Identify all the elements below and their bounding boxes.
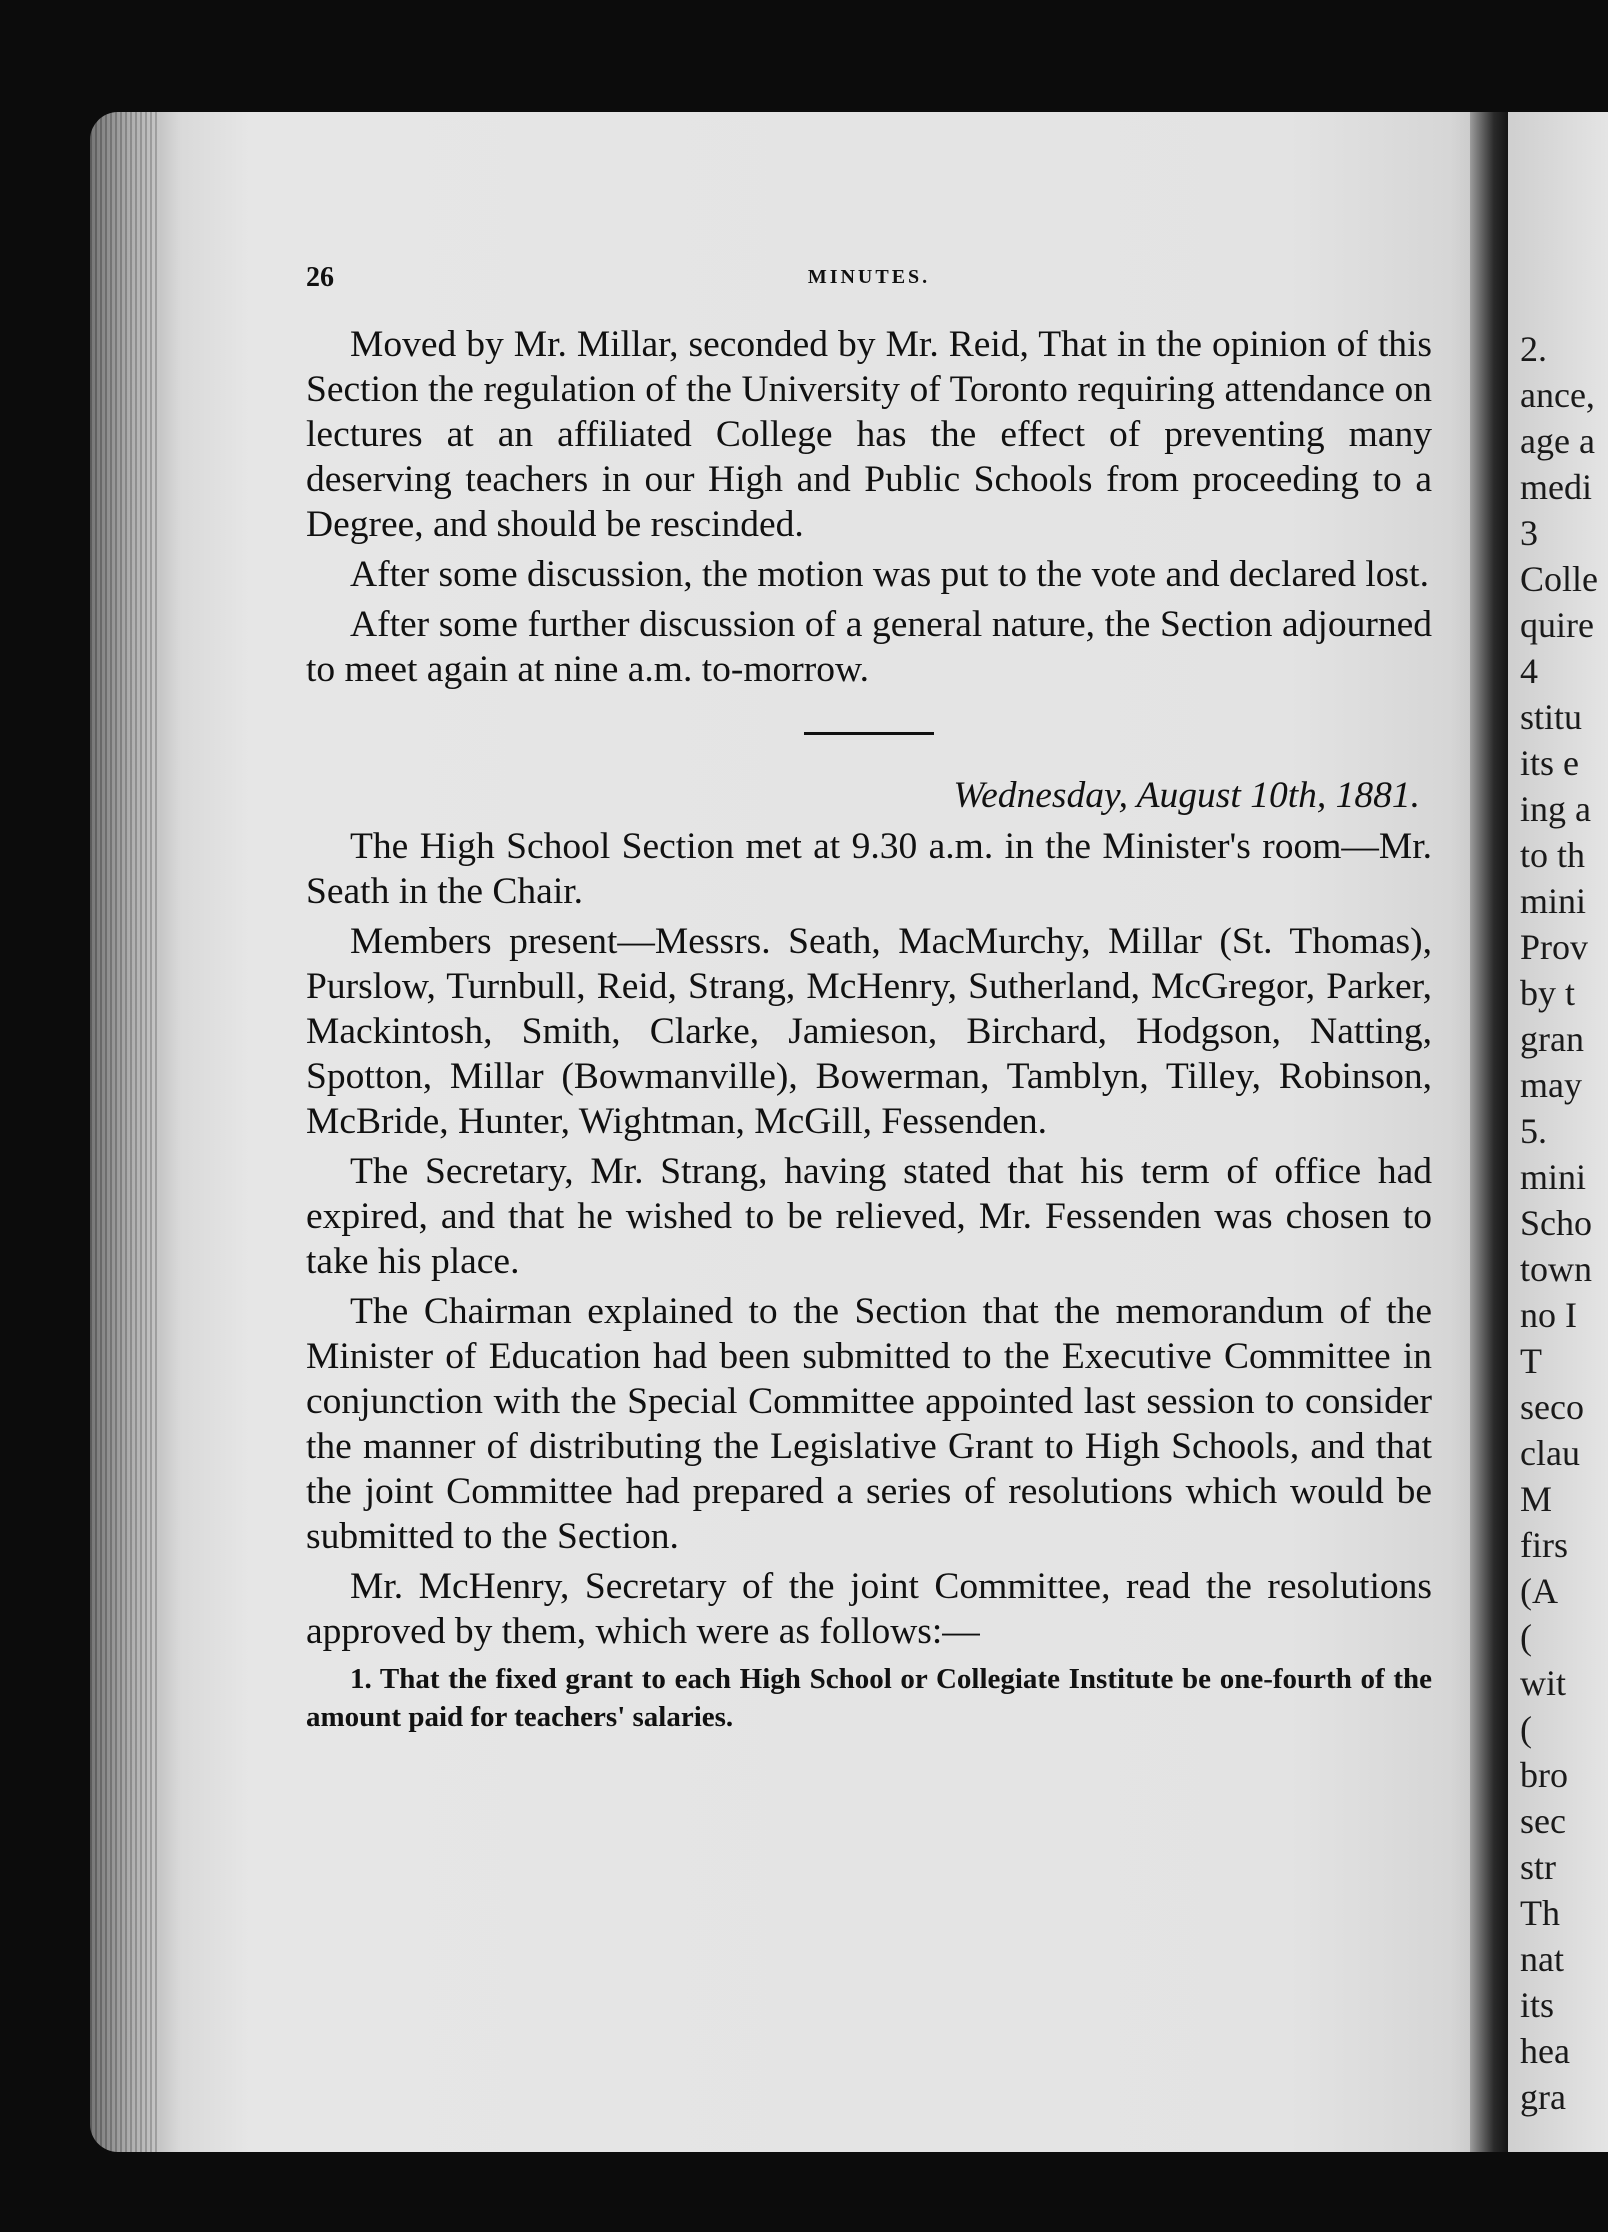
facing-page-text: seco — [1520, 1387, 1584, 1427]
facing-page-text: Prov — [1520, 927, 1589, 967]
page-edge-shading — [90, 112, 160, 2152]
paragraph: The High School Section met at 9.30 a.m. in the Minister's room—Mr. Seath in the Chair. — [306, 826, 1432, 912]
facing-page-text: mini — [1520, 1157, 1587, 1197]
header-title: MINUTES. — [807, 266, 931, 288]
section-divider — [804, 732, 934, 735]
facing-page-text: stitu — [1520, 697, 1583, 737]
paragraph: Moved by Mr. Millar, seconded by Mr. Reid, That in the opinion of this Section the regulation of the University of Toronto requiring attendance on lectures at an affiliated College has the effect of preventing many deserving teachers in our High and Public Schools from proceeding to a Degree, and should be rescinded. — [306, 324, 1432, 545]
facing-page-text: gra — [1520, 2077, 1566, 2117]
page-number: 26 — [306, 262, 334, 293]
book-gutter — [1470, 112, 1510, 2152]
page-body — [306, 322, 1432, 1736]
facing-page-text: nat — [1520, 1939, 1564, 1979]
facing-page-text: 4 — [1520, 651, 1538, 691]
resolution-item: 1. That the fixed grant to each High School or Collegiate Institute be one-fourth of the amount paid for teachers' salaries. — [306, 1663, 1432, 1733]
facing-page-text: (A — [1520, 1571, 1558, 1611]
facing-page-text: its — [1520, 1985, 1555, 2025]
facing-page-text: ( — [1520, 1617, 1532, 1657]
facing-page-text: by t — [1520, 973, 1576, 1013]
facing-page-text: 2. — [1520, 329, 1547, 369]
facing-page-text: its e — [1520, 743, 1579, 783]
running-head — [306, 262, 1432, 302]
facing-page-fragment — [1508, 112, 1608, 2152]
paragraph: The Secretary, Mr. Strang, having stated that his term of office had expired, and that he wished to be relieved, Mr. Fessenden was chosen to take his place. — [306, 1151, 1432, 1282]
facing-page-text: hea — [1520, 2031, 1570, 2071]
facing-page-text: Scho — [1520, 1203, 1592, 1243]
paragraph: After some further discussion of a general nature, the Section adjourned to meet again at nine a.m. to-morrow. — [306, 604, 1432, 690]
facing-page-text: ance, — [1520, 375, 1595, 415]
facing-page-text: sec — [1520, 1801, 1566, 1841]
facing-page-text: quire — [1520, 605, 1594, 645]
dateline: Wednesday, August 10th, 1881. — [953, 775, 1420, 816]
facing-page-text: wit — [1520, 1663, 1567, 1703]
facing-page-text: Colle — [1520, 559, 1598, 599]
facing-page-text: str — [1520, 1847, 1556, 1887]
facing-page-text: town — [1520, 1249, 1592, 1289]
facing-page-text: no I — [1520, 1295, 1577, 1335]
facing-page-text: bro — [1520, 1755, 1568, 1795]
facing-page-text: firs — [1520, 1525, 1568, 1565]
facing-page-text: to th — [1520, 835, 1586, 875]
facing-page-text: mini — [1520, 881, 1587, 921]
paragraph: The Chairman explained to the Section that the memorandum of the Minister of Education had been submitted to the Executive Committee in conjunction with the Special Committee appointed last session to consider the manner of distributing the Legislative Grant to High Schools, and that the joint Committee had prepared a series of resolutions which would be submitted to the Section. — [306, 1291, 1432, 1557]
facing-page-text: T — [1520, 1341, 1542, 1381]
facing-page-text: ( — [1520, 1709, 1532, 1749]
facing-page-text: ing a — [1520, 789, 1591, 829]
paragraph: Members present—Messrs. Seath, MacMurchy, Millar (St. Thomas), Purslow, Turnbull, Reid, Strang, McHenry, Sutherland, McGregor, Parker, Mackintosh, Smith, Clarke, Jamieson, Birchard, Hodgson, Natting, Spotton, Millar (Bowmanville), Bowerman, Tamblyn, Tilley, Robinson, McBride, Hunter, Wightman, McGill, Fessenden. — [306, 921, 1432, 1142]
facing-page-text: gran — [1520, 1019, 1584, 1059]
paragraph: Mr. McHenry, Secretary of the joint Committee, read the resolutions approved by them, which were as follows:— — [306, 1566, 1432, 1652]
facing-page-text: 5. — [1520, 1111, 1547, 1151]
facing-page-text: clau — [1520, 1433, 1580, 1473]
facing-page-text: Th — [1520, 1893, 1560, 1933]
paragraph: After some discussion, the motion was put to the vote and declared lost. — [350, 554, 1429, 595]
facing-page-text: M — [1520, 1479, 1553, 1519]
facing-page-text: 3 — [1520, 513, 1538, 553]
facing-page-text: age a — [1520, 421, 1595, 461]
facing-page-text: may — [1520, 1065, 1582, 1105]
facing-page-text: medi — [1520, 467, 1592, 507]
